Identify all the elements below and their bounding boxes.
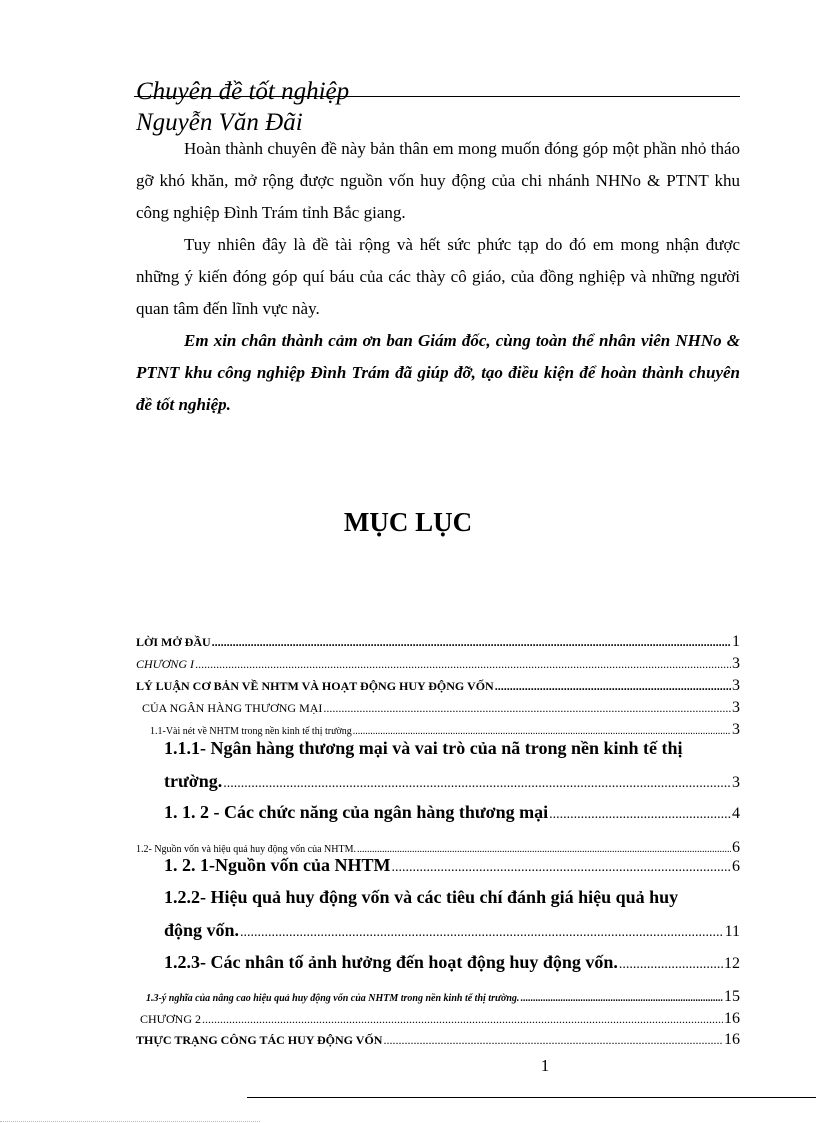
- toc-entry-text: LỜI MỞ ĐẦU: [136, 635, 211, 649]
- toc-leader: [353, 726, 731, 737]
- page-number: 1: [540, 1056, 550, 1075]
- toc-entry-text-continued: động vốn.: [164, 920, 240, 940]
- toc-entry-page: 16: [724, 1031, 740, 1048]
- toc-leader: [223, 776, 731, 792]
- footer-rule: [247, 1097, 816, 1098]
- paragraph-purpose: Hoàn thành chuyên đề này bản thân em mong muốn đóng góp một phần nhỏ tháo gỡ khó khăn, mở rộng được nguồn vốn huy động của chi nhánh NHNo & PTNT khu công nghiệp Đình Trám tỉnh Bắc giang.: [136, 139, 740, 222]
- toc-entry-page: 3: [732, 774, 740, 791]
- toc-entry-text: 1.1-Vài nét về NHTM trong nền kinh tế thị trường: [150, 726, 352, 737]
- toc-entry-page: 6: [732, 839, 740, 856]
- toc-entry[interactable]: [136, 677, 740, 695]
- toc-entry[interactable]: [164, 802, 740, 823]
- toc-entry[interactable]: [136, 633, 740, 651]
- toc-entry-page: 6: [732, 858, 740, 875]
- toc-entry-text: THỰC TRẠNG CÔNG TÁC HUY ĐỘNG VỐN: [136, 1033, 383, 1047]
- toc-leader: [549, 807, 731, 823]
- toc-entry[interactable]: [146, 988, 740, 1006]
- toc-entry-text-continued: trường.: [164, 771, 223, 791]
- toc-entry[interactable]: [136, 1031, 740, 1049]
- toc-entry-text: CHƯƠNG 2: [140, 1012, 201, 1026]
- toc-entry[interactable]: [164, 920, 740, 941]
- toc-entry[interactable]: [164, 952, 740, 973]
- toc-entry[interactable]: [140, 1010, 740, 1028]
- toc-entry-text: CỦA NGÂN HÀNG THƯƠNG MẠI: [142, 701, 323, 715]
- toc-entry-page: 11: [724, 923, 740, 940]
- toc-entry-page: 1: [732, 633, 740, 650]
- toc-entry-text: CHƯƠNG I: [136, 657, 195, 671]
- paragraph-limitations: Tuy nhiên đây là đề tài rộng và hết sức phức tạp do đó em mong nhận được những ý kiến đóng góp quí báu của các thày cô giáo, của đồng nghiệp và những người quan tâm đến lĩnh vực này.: [136, 235, 740, 318]
- toc-leader: [520, 993, 723, 1004]
- toc-leader: [495, 679, 731, 694]
- toc-entry-page: 4: [732, 805, 740, 822]
- toc-leader: [195, 657, 731, 672]
- toc-leader: [323, 701, 731, 716]
- toc-entry[interactable]: [164, 855, 740, 876]
- toc-leader: [240, 925, 724, 941]
- toc-entry-text: LÝ LUẬN CƠ BẢN VỀ NHTM VÀ HOẠT ĐỘNG HUY ĐỘNG VỐN: [136, 679, 494, 693]
- toc-leader: [392, 860, 731, 876]
- toc-entry-page: 3: [732, 699, 740, 716]
- toc-entry-text[interactable]: 1.1.1- Ngân hàng thương mại và vai trò của nã trong nền kinh tế thị: [164, 738, 683, 758]
- paragraph-acknowledgement: Em xin chân thành cảm ơn ban Giám đốc, cùng toàn thể nhân viên NHNo & PTNT khu công nghiệp Đình Trám đã giúp đỡ, tạo điều kiện để hoàn thành chuyên đề tốt nghiệp.: [136, 331, 740, 414]
- toc-entry-text: 1.3-ý nghĩa của nâng cao hiệu quả huy động vốn của NHTM trong nền kinh tế thị trường.: [146, 993, 520, 1004]
- toc-entry[interactable]: [136, 655, 740, 673]
- toc-entry-text[interactable]: 1.2.2- Hiệu quả huy động vốn và các tiêu chí đánh giá hiệu quả huy: [164, 887, 679, 907]
- toc-entry[interactable]: [142, 699, 740, 717]
- toc-entry-text: 1.2.3- Các nhân tố ảnh hưởng đến hoạt động huy động vốn.: [164, 952, 618, 972]
- toc-entry-page: 3: [732, 677, 740, 694]
- running-header-author: Nguyễn Văn Đãi: [136, 109, 303, 136]
- toc-leader: [619, 957, 723, 973]
- toc-entry-text: 1. 1. 2 - Các chức năng của ngân hàng thương mại: [164, 802, 549, 822]
- toc-entry-page: 15: [724, 988, 740, 1005]
- toc-leader: [212, 635, 731, 650]
- toc-leader: [357, 844, 731, 855]
- toc-entry-page: 12: [724, 955, 740, 972]
- toc-entry-text: 1. 2. 1-Nguồn vốn của NHTM: [164, 855, 391, 875]
- toc-entry[interactable]: [150, 721, 740, 739]
- running-header-title: Chuyên đề tốt nghiệp: [136, 78, 350, 105]
- toc-leader: [383, 1033, 723, 1048]
- toc-entry-page: 3: [732, 655, 740, 672]
- toc-entry-page: 3: [732, 721, 740, 738]
- footer-divider: [0, 1121, 260, 1122]
- toc-entry-page: 16: [724, 1010, 740, 1027]
- toc-entry-text: 1.2- Nguồn vốn và hiệu quả huy động vốn của NHTM.: [136, 844, 356, 855]
- toc-entry[interactable]: [164, 771, 740, 792]
- toc-heading: MỤC LỤC: [343, 507, 473, 537]
- toc-leader: [202, 1012, 723, 1027]
